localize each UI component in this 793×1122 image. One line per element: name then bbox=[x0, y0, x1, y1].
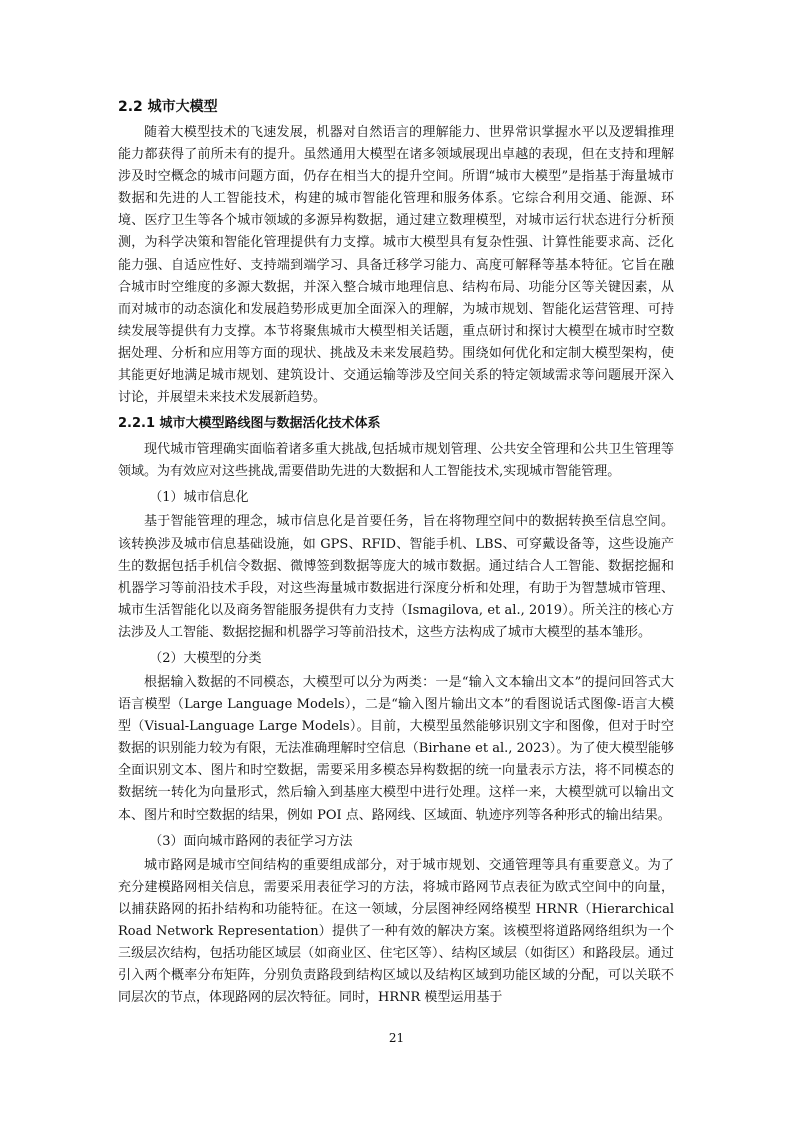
item-heading-model-classification: （2）大模型的分类 bbox=[149, 650, 262, 666]
item-heading-informatization: （1）城市信息化 bbox=[149, 490, 249, 506]
item-paragraph-model-classification: 根据输入数据的不同模态，大模型可以分为两类：一是“输入文本输出文本”的提问回答式大语言模型（Large Language Models），二是“输入图片输出文本”的看图说话式图像-语言大模型（Visual-Language Large Models）。目前，大模型虽然能够识别文字和图像，但对于时空数据的识别能力较为有限，无法准确理解时空信息（Birhane et al., 2023）。为了使大模型能够全面识别文本、图片和时空数据，需要采用多模态异构数据的统一向量表示方法，将不同模态的数据统一转化为向量形式，然后输入到基座大模型中进行处理。这样一来，大模型就可以输出文本、图片和时空数据的结果，例如 POI 点、路网线、区域面、轨迹序列等各种形式的输出结果。 bbox=[118, 674, 674, 823]
subsection-heading: 2.2.1 城市大模型路线图与数据活化技术体系 bbox=[118, 416, 381, 432]
subsection-intro-paragraph: 现代城市管理确实面临着诸多重大挑战,包括城市规划管理、公共安全管理和公共卫生管理等领域。为有效应对这些挑战,需要借助先进的大数据和人工智能技术,实现城市智能管理。 bbox=[118, 442, 674, 480]
page-body bbox=[118, 96, 674, 1013]
item-paragraph-informatization: 基于智能管理的理念，城市信息化是首要任务，旨在将物理空间中的数据转换至信息空间。该转换涉及城市信息基础设施，如 GPS、RFID、智能手机、LBS、可穿戴设备等，这些设施产生的数据包括手机信令数据、微博签到数据等庞大的城市数据。通过结合人工智能、数据挖掘和机器学习等前沿技术手段，对这些海量城市数据进行深度分析和处理，有助于为智慧城市管理、城市生活智能化以及商务智能服务提供有力支持（Ismagilova, et al., 2019）。所关注的核心方法涉及人工智能、数据挖掘和机器学习等前沿技术，这些方法构成了城市大模型的基本雏形。 bbox=[118, 514, 674, 640]
section-heading: 2.2 城市大模型 bbox=[118, 99, 218, 115]
item-heading-road-network: （3）面向城市路网的表征学习方法 bbox=[149, 833, 353, 849]
page-number: 21 bbox=[388, 1031, 405, 1045]
section-intro-paragraph: 随着大模型技术的飞速发展，机器对自然语言的理解能力、世界常识掌握水平以及逻辑推理能力都获得了前所未有的提升。虽然通用大模型在诸多领域展现出卓越的表现，但在支持和理解涉及时空概念的城市问题方面，仍存在相当大的提升空间。所谓“城市大模型”是指基于海量城市数据和先进的人工智能技术，构建的城市智能化管理和服务体系。它综合利用交通、能源、环境、医疗卫生等各个城市领域的多源异构数据，通过建立数理模型，对城市运行状态进行分析预测，为科学决策和智能化管理提供有力支撑。城市大模型具有复杂性强、计算性能要求高、泛化能力强、自适应性好、支持端到端学习、具备迁移学习能力、高度可解释等基本特征。它旨在融合城市时空维度的多源大数据，并深入整合城市地理信息、结构布局、功能分区等关键因素，从而对城市的动态演化和发展趋势形成更加全面深入的理解，为城市规划、智能化运营管理、可持续发展等提供有力支撑。本节将聚焦城市大模型相关话题，重点研讨和探讨大模型在城市时空数据处理、分析和应用等方面的现状、挑战及未来发展趋势。围绕如何优化和定制大模型架构，使其能更好地满足城市规划、建筑设计、交通运输等涉及空间关系的特定领域需求等问题展开深入讨论，并展望未来技术发展新趋势。 bbox=[118, 125, 674, 406]
item-paragraph-road-network: 城市路网是城市空间结构的重要组成部分，对于城市规划、交通管理等具有重要意义。为了充分建模路网相关信息，需要采用表征学习的方法，将城市路网节点表征为欧式空间中的向量，以捕获路网的拓扑结构和功能特征。在这一领域，分层图神经网络模型 HRNR（Hierarchical Road Network Representation）提供了一种有效的解决方案。该模型将道路网络组织为一个三级层次结构，包括功能区域层（如商业区、住宅区等）、结构区域层（如街区）和路段层。通过引入两个概率分布矩阵，分别负责路段到结构区域以及结构区域到功能区域的分配，可以关联不同层次的节点，体现路网的层次特征。同时，HRNR 模型运用基于 bbox=[118, 857, 674, 1006]
